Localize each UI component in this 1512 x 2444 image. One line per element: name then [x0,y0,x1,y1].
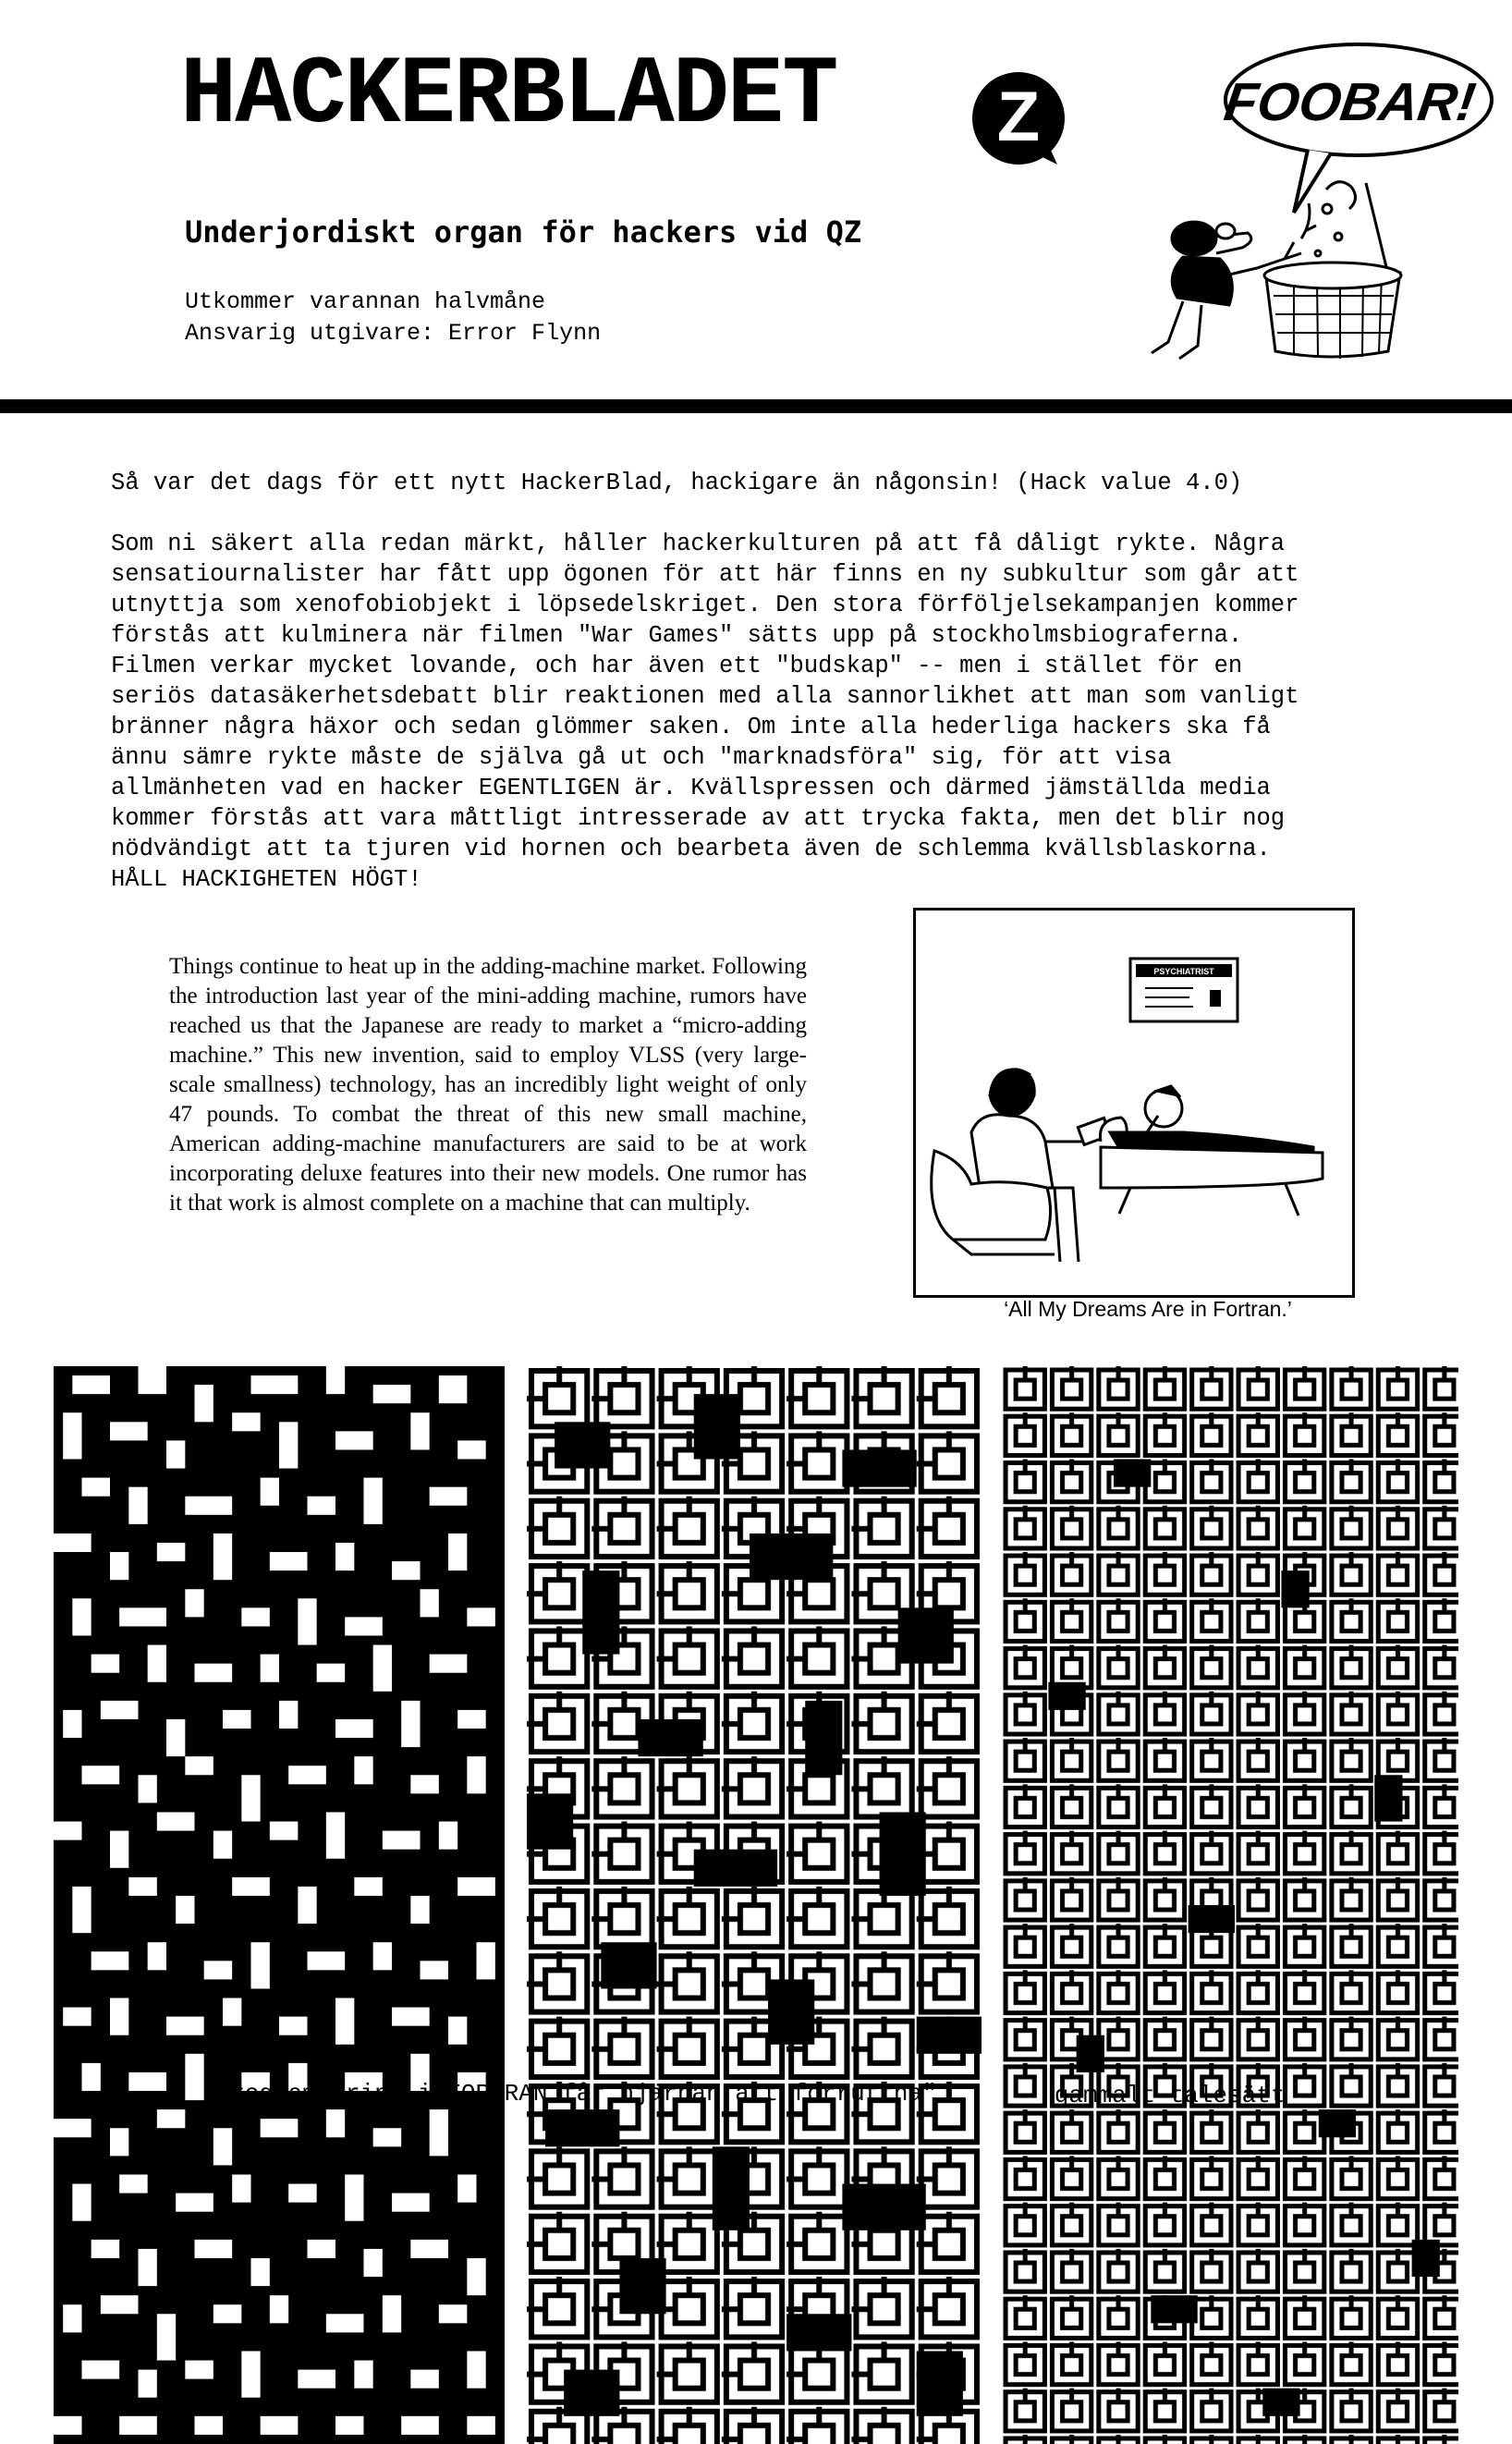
article-line: HÅLL HACKIGHETEN HÖGT! [111,866,422,893]
article-line: nödvändigt att ta tjuren vid hornen och bearbeta även de schlemma kvällsblaskorna. [111,836,1271,862]
masthead-divider [0,399,1512,413]
editorial-article [111,529,1299,895]
article-line: Som ni säkert alla redan märkt, håller hackerkulturen på att få dåligt rykte. Några [111,531,1286,557]
cartoon-caption: ‘All My Dreams Are in Fortran.’ [1004,1297,1292,1321]
psychiatrist-figure [932,1069,1111,1262]
basket [1264,263,1401,359]
publisher-line: Ansvarig utgivare: Error Flynn [185,320,602,347]
qz-logo [967,67,1070,170]
article-line: utnyttja som xenofobiobjekt i löpsedelskriget. Den stora förföljelsekampanjen kommer [111,592,1299,618]
article-line: kommer förstås att vara måttligt intresserade av att trycka fakta, men det blir nog [111,805,1286,832]
publication-frequency: Utkommer varannan halvmåne [185,288,546,315]
article-line: allmänheten vad en hacker EGENTLIGEN är. Kvällspressen och därmed jämställda media [111,775,1271,801]
cartoon-drawing [916,910,1352,1295]
article-line: förstås att kulminera när filmen "War Games" sätts upp på stockholmsbiograferna. [111,622,1243,649]
diploma-frame [1130,959,1238,1021]
article-line: bränner några häxor och sedan glömmer saken. Om inte alla hederliga hackers ska få [111,714,1271,740]
article-line: ännu sämre rykte måste de själva gå ut och "marknadsföra" sig, för att visa [111,744,1172,771]
intro-line: Så var det dags för ett nytt HackerBlad, hackigare än någonsin! (Hack value 4.0) [111,470,1243,496]
quote-attribution: -- gammalt talesätt [1011,2082,1286,2109]
masthead-subtitle: Underjordiskt organ för hackers vid QZ [185,214,862,250]
diploma-sign-text: PSYCHIATRIST [1153,967,1214,976]
nested-maze-pattern [527,1366,982,2444]
masthead-title: HACKERBLADET [180,42,837,151]
speech-bubble-text: FOOBAR! [1220,72,1480,132]
foobar-cartoon [1146,28,1497,372]
article-line: seriös datasäkerhetsdebatt blir reaktionen med alla sannorlikhet att man som vanligt [111,683,1299,710]
psychiatrist-cartoon [913,908,1355,1298]
fortran-quote: "Programmering i FORTRAN får hjärnan att förruttna" [201,2080,937,2108]
article-line: sensatiournalister har fått upp ögonen för att här finns en ny subkultur som går att [111,561,1299,588]
couch-patient [1100,1086,1323,1216]
article-line: Filmen verkar mycket lovande, och har även ett "budskap" -- men i stället för en [111,653,1243,679]
dense-maze-pattern [1002,1366,1458,2444]
qz-logo-letter: Z [996,78,1041,156]
adding-machine-clipping: Things continue to heat up in the adding-machine market. Following the introduction last year of the mini-adding machine, rumors have reached us that the Japanese are ready to market a “micro-adding machine.” This new invention, said to employ VLSS (very large-scale smallness) technology, has an incredibly light weight of only 47 pounds. To combat the threat of this new small machine, American adding-machine manufacturers are said to be at work incorporating deluxe features into their new models. One rumor has it that work is almost complete on a machine that can multiply. [169,954,807,1216]
random-block-pattern [54,1366,505,2444]
